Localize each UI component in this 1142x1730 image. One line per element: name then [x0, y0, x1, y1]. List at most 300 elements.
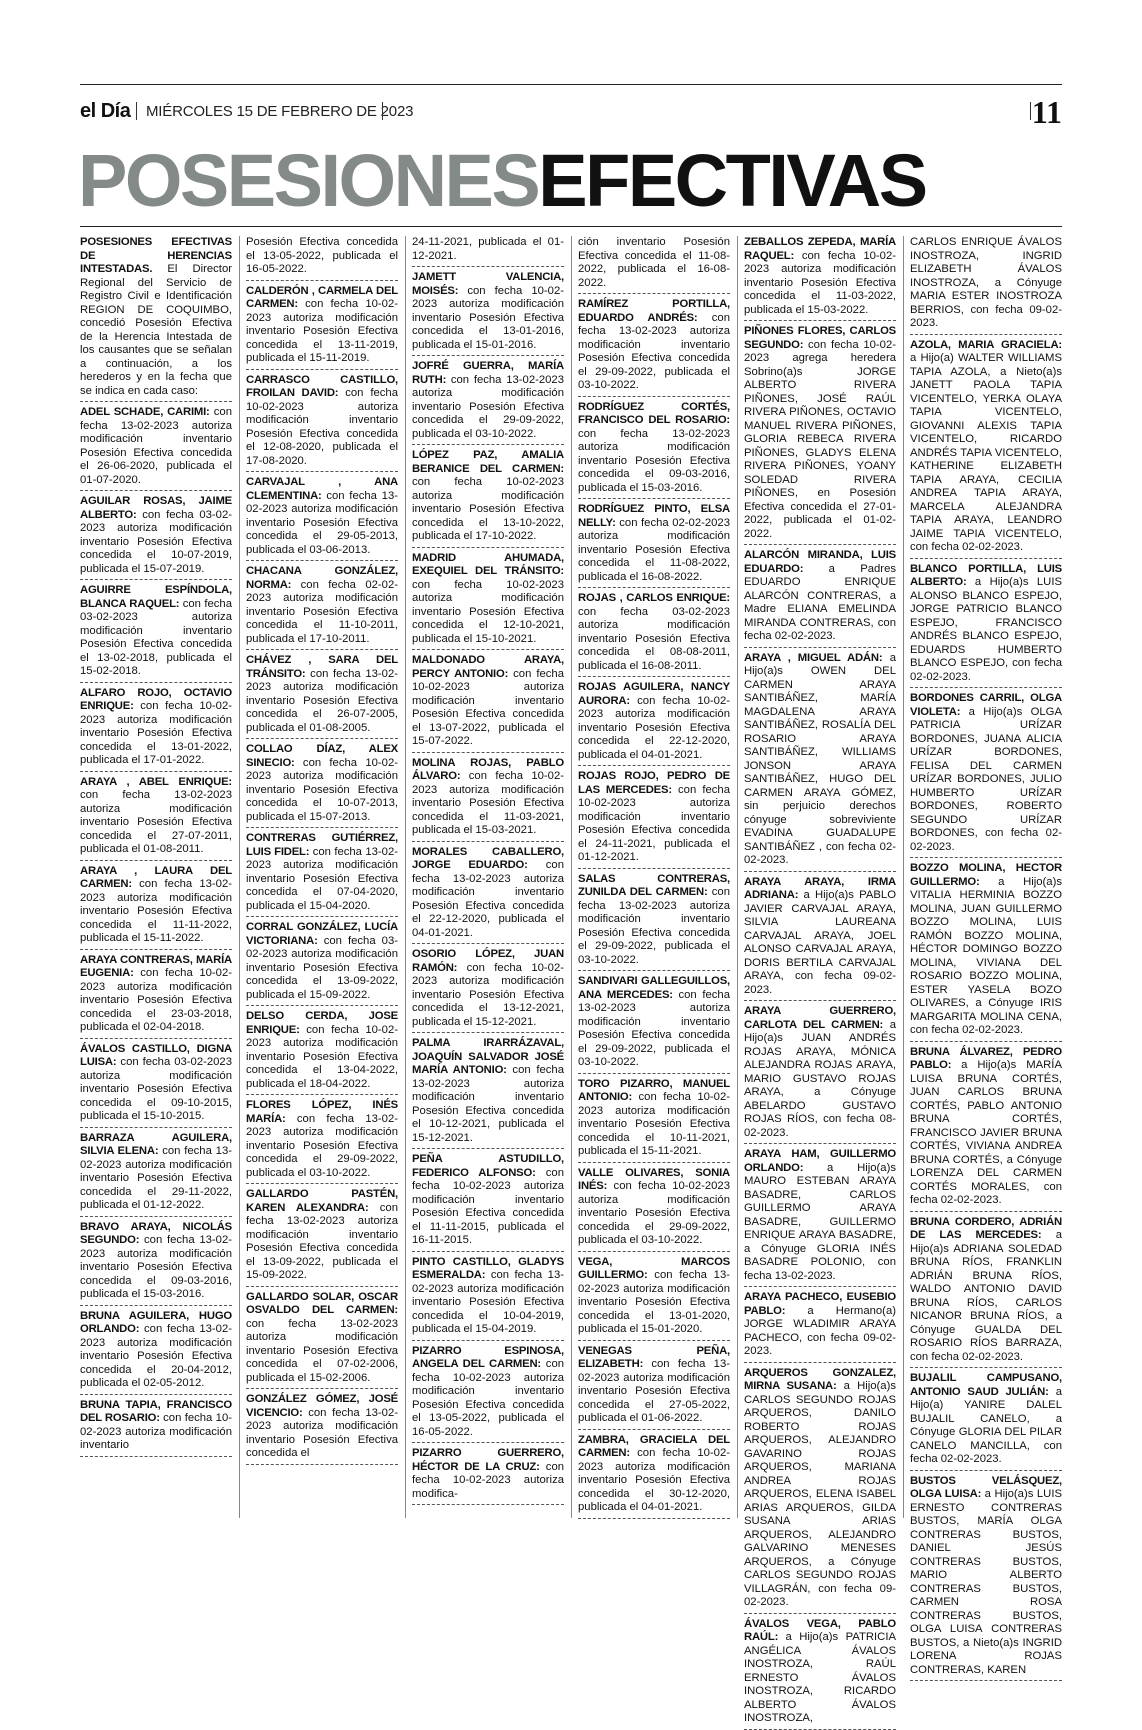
- notice-entry: [910, 1475, 1062, 1678]
- notice-name: BLANCO PORTILLA, LUIS ALBERTO:: [910, 562, 1062, 588]
- notice-text: con fecha 10-02-2023 autoriza modificación inventario Posesión Efectiva concedida el 24-11-2021, publicada el 01-12-2021.: [578, 783, 730, 863]
- header-separator: [382, 102, 383, 120]
- notice-entry: [80, 1132, 232, 1213]
- notice-entry: [80, 584, 232, 679]
- notice-text: con fecha 03-02-2023 autoriza modificación inventario Posesión Efectiva concedida el 08-08-2011, publicada el 16-08-2011.: [578, 605, 730, 672]
- entry-separator: [910, 687, 1062, 688]
- entry-separator: [578, 1073, 730, 1074]
- notice-entry: [246, 236, 398, 277]
- page-header: [80, 94, 1062, 130]
- notice-name: LÓPEZ PAZ, AMALIA BERANICE DEL CARMEN:: [412, 449, 564, 475]
- notice-text: con fecha 03-02-2023 autoriza modificación inventario Posesión Efectiva concedida el 13-02-2018, publicada el 15-02-2018.: [80, 597, 232, 677]
- notice-name: SANDIVARI GALLEGUILLOS, ANA MERCEDES:: [578, 975, 730, 1001]
- notice-entry: [246, 1188, 398, 1283]
- notice-entry: [578, 770, 730, 865]
- notice-text: a Hijo(a)s PABLO JAVIER CARVAJAL ARAYA, SILVIA LAUREANA CARVAJAL ARAYA, JOEL ALONSO CARVAJAL ARAYA, DORIS BERTILA CARVAJAL ARAYA, con fecha 09-02-2023.: [744, 889, 896, 996]
- column-2: [246, 236, 398, 1518]
- notice-name: OSORIO LÓPEZ, JUAN RAMÓN:: [412, 948, 564, 974]
- notice-entry: [910, 236, 1062, 331]
- entry-separator: [246, 1094, 398, 1095]
- notice-text: a Hijo(a) WALTER WILLIAMS TAPIA AZOLA, a Nieto(a)s JANETT PAOLA TAPIA VICENTELO, YERKA OLAYA TAPIA VICENTELO, GIOVANNI ALEXIS TAPIA VICENTELO, RICARDO ANDRÉS TAPIA VICENTELO, KATHERINE ELIZABETH TAPIA ARAYA, CECILIA ANDREA TAPIA ARAYA, MARCELA ALEJANDRA TAPIA ARAYA, LEANDRO JAIME TAPIA VICENTELO, con fecha 02-02-2023.: [910, 352, 1062, 553]
- notice-entry: [744, 1367, 896, 1610]
- notice-name: FLORES LÓPEZ, INÉS MARÍA:: [246, 1099, 398, 1125]
- page-number: 11: [1031, 94, 1062, 130]
- notice-text: con fecha 10-02-2023 autoriza modificación inventario Posesión Efectiva concedida el 12-08-2020, publicada el 17-08-2020.: [246, 387, 398, 467]
- notice-text: a Hermano(a) JORGE WLADIMIR ARAYA PACHECO, con fecha 09-02-2023.: [744, 1304, 896, 1357]
- entry-separator: [80, 771, 232, 772]
- notice-entry: [744, 1148, 896, 1283]
- entry-separator: [246, 280, 398, 281]
- notice-text: con fecha 13-02-2023 autoriza modificación inventario Posesión Efectiva concedida el 10-12-2021, publicada el 15-12-2021.: [412, 1064, 564, 1144]
- notice-entry: [412, 1256, 564, 1337]
- notice-text: 24-11-2021, publicada el 01-12-2021.: [412, 236, 564, 262]
- notice-text: con fecha 10-02-2023 autoriza modificación inventario Posesión Efectiva concedida el 29-09-2022, publicada el 03-10-2022.: [578, 1180, 730, 1246]
- notice-name: BARRAZA AGUILERA, SILVIA ELENA:: [80, 1131, 232, 1157]
- notice-entry: [744, 236, 896, 317]
- notice-entry: [412, 757, 564, 838]
- notice-name: ROJAS AGUILERA, NANCY AURORA:: [578, 681, 730, 707]
- notice-entry: [910, 862, 1062, 1038]
- entry-separator: [80, 1456, 232, 1457]
- notice-entry: [412, 1447, 564, 1501]
- notice-text: con fecha 10-02-2023 autoriza modificación inventario Posesión Efectiva concedida el 22-12-2020, publicada el 04-01-2021.: [578, 694, 730, 761]
- notice-entry: [80, 1310, 232, 1391]
- entry-separator: [578, 1429, 730, 1430]
- notice-text: con fecha 13-02-2023 autoriza modificación inventario Posesión Efectiva concedida el 09-03-2016, publicada el 15-03-2016.: [578, 427, 730, 494]
- notice-entry: [246, 1010, 398, 1091]
- entry-separator: [246, 560, 398, 561]
- entry-separator: [910, 857, 1062, 858]
- notice-text: con fecha 10-02-2023 autoriza modifica-: [412, 1460, 565, 1500]
- entry-separator: [744, 1286, 896, 1287]
- entry-separator: [80, 1305, 232, 1306]
- notice-entry: [246, 832, 398, 913]
- notice-text: con fecha 13-02-2023 autoriza modificación inventario Posesión Efectiva concedida el 13-01-2020, publicada el 15-01-2020.: [578, 1269, 730, 1335]
- notice-text: con fecha 13-02-2023 autoriza modificación inventario Posesión Efectiva concedida el 29-11-2022, publicada el 01-12-2022.: [80, 1145, 232, 1211]
- notice-text: con fecha 10-02-2023 autoriza modificación inventario Posesión Efectiva concedida el 11-03-2021, publicada el 15-03-2021.: [412, 770, 564, 836]
- notice-name: CONTRERAS GUTIÉRREZ, LUIS FIDEL:: [246, 832, 398, 858]
- notice-entry: [744, 549, 896, 644]
- entry-separator: [412, 1032, 564, 1033]
- entry-separator: [412, 266, 564, 267]
- entry-separator: [910, 1211, 1062, 1212]
- notice-entry: [80, 687, 232, 768]
- entry-separator: [744, 1143, 896, 1144]
- entry-separator: [246, 1005, 398, 1006]
- notice-entry: [412, 948, 564, 1029]
- notice-text: con fecha 13-02-2023 autoriza modificación inventario Posesión Efectiva concedida el 09-03-2016, publicada el 15-03-2016.: [80, 1234, 232, 1300]
- notice-text: con fecha 10-02-2023 autoriza modificación inventario Posesión Efectiva concedida el 13-01-2022, publicada el 17-01-2022.: [80, 700, 232, 766]
- notice-name: PIZARRO ESPINOSA, ANGELA DEL CARMEN:: [412, 1344, 564, 1370]
- notice-name: BRUNA TAPIA, FRANCISCO DEL ROSARIO:: [80, 1398, 232, 1424]
- notice-text: con fecha 13-02-2023 autoriza modificación inventario Posesión Efectiva concedida el 29-09-2022, publicada el 03-10-2022.: [578, 311, 730, 391]
- notice-text: con fecha 13-02-2023 autoriza modificación inventario Posesión Efectiva concedida el 29-09-2022, publicada el 03-10-2022.: [578, 988, 730, 1068]
- entry-separator: [80, 490, 232, 491]
- notice-text: con fecha 10-02-2023 autoriza modificación inventario Posesión Efectiva concedida el 13-12-2021, publicada el 15-12-2021.: [412, 961, 564, 1028]
- notice-name: ROJAS , CARLOS ENRIQUE:: [578, 592, 730, 604]
- notice-entry: [412, 1153, 564, 1248]
- notice-entry: [80, 236, 232, 398]
- notice-entry: [744, 652, 896, 868]
- entry-separator: [910, 1680, 1062, 1681]
- notice-entry: [744, 1618, 896, 1726]
- notice-text: CARLOS ENRIQUE ÁVALOS INOSTROZA, INGRID ELIZABETH ÁVALOS INOSTROZA, a Cónyuge MARIA ESTER INOSTROZA BERRIOS, con fecha 09-02-2023.: [910, 236, 1062, 329]
- notice-entry: [80, 954, 232, 1035]
- notice-name: PINTO CASTILLO, GLADYS ESMERALDA:: [412, 1255, 564, 1281]
- entry-separator: [80, 1394, 232, 1395]
- section-title: [78, 136, 1068, 226]
- notice-name: PEÑA ASTUDILLO, FEDERICO ALFONSO:: [412, 1153, 564, 1179]
- notice-name: MORALES CABALLERO, JORGE EDUARDO:: [412, 845, 564, 871]
- entry-separator: [246, 1183, 398, 1184]
- title-rule: [80, 226, 1062, 227]
- notice-entry: [744, 1005, 896, 1140]
- notice-entry: [412, 846, 564, 941]
- notice-text: con fecha 13-02-2023 autoriza modificación inventario Posesión Efectiva concedida el 07-02-2006, publicada el 15-02-2006.: [246, 1317, 398, 1384]
- notice-name: JAMETT VALENCIA, MOISÉS:: [412, 271, 564, 297]
- entry-separator: [246, 1286, 398, 1287]
- entry-separator: [412, 1251, 564, 1252]
- notice-text: a Hijo(a)s VITALIA HERMINIA BOZZO MOLINA, JUAN GUILLERMO BOZZO MOLINA, LUIS RAMÓN BOZZO MOLINA, HÉCTOR DOMINGO BOZZO MOLINA, VIVIANA DEL ROSARIO BOZZO MOLINA, ESTER YASELA BOZO OLIVARES, a Cónyuge IRIS MARGARITA MOLINA CENA, con fecha 02-02-2023.: [910, 875, 1062, 1036]
- notice-entry: [246, 476, 398, 557]
- newspaper-logo: el Día: [80, 100, 131, 122]
- notice-name: CORRAL GONZÁLEZ, LUCÍA VICTORIANA:: [246, 921, 398, 947]
- notice-name: GALLARDO SOLAR, OSCAR OSVALDO DEL CARMEN:: [246, 1290, 398, 1316]
- notice-name: BUJALIL CAMPUSANO, ANTONIO SAUD JULIÁN:: [910, 1372, 1062, 1398]
- notice-text: con fecha 13-02-2023 autoriza modificación inventario Posesión Efectiva concedida el 29-09-2022, publicada el 03-10-2022.: [246, 1112, 398, 1179]
- notice-text: con fecha 13-02-2023 autoriza modificación inventario Posesión Efectiva concedida el 26-07-2005, publicada el 01-08-2005.: [246, 667, 398, 734]
- notice-name: ALFARO ROJO, OCTAVIO ENRIQUE:: [80, 686, 232, 712]
- notice-name: BRUNA ÁLVAREZ, PEDRO PABLO:: [910, 1045, 1062, 1071]
- notice-entry: [910, 339, 1062, 555]
- notice-name: ROJAS ROJO, PEDRO DE LAS MERCEDES:: [578, 770, 730, 796]
- notice-entry: [246, 654, 398, 735]
- notice-entry: [246, 743, 398, 824]
- entry-separator: [744, 1613, 896, 1614]
- notice-text: con fecha 10-02-2023 autoriza modificación inventario Posesión Efectiva concedida el 11-03-2022, publicada el 15-03-2022.: [744, 249, 896, 316]
- entry-separator: [578, 1162, 730, 1163]
- notice-name: ZEBALLOS ZEPEDA, MARÍA RAQUEL:: [744, 236, 896, 262]
- notice-columns: [80, 236, 1063, 1724]
- notice-text: a Padres EDUARDO ENRIQUE ALARCÓN CONTRERAS, a Madre ELIANA EMELINDA MIRANDA CONTRERAS, con fecha 02-02-2023.: [744, 562, 896, 642]
- notice-name: BRUNA AGUILERA, HUGO ORLANDO:: [80, 1309, 232, 1335]
- notice-text: a Hijo(a)s LUIS ALONSO BLANCO ESPEJO, JORGE PATRICIO BLANCO ESPEJO, FRANCISCO ANDRÉS BLANCO ESPEJO, EDUARDS HUMBERTO BLANCO ESPEJO, con fecha 02-02-2023.: [910, 576, 1062, 683]
- entry-separator: [412, 355, 564, 356]
- notice-text: con fecha 13-02-2023 autoriza modificación inventario Posesión Efectiva concedida el 29-09-2022, publicada el 03-10-2022.: [412, 373, 564, 440]
- entry-separator: [80, 949, 232, 950]
- notice-text: con fecha 13-02-2023 autoriza modificación inventario Posesión Efectiva concedida el 22-12-2020, publicada el 04-01-2021.: [412, 859, 564, 939]
- notice-name: BRAVO ARAYA, NICOLÁS SEGUNDO:: [80, 1220, 232, 1246]
- notice-entry: [578, 1078, 730, 1159]
- notice-text: con fecha 10-02-2023 autoriza modificación inventario Posesión Efectiva concedida el 13-07-2022, publicada el 15-07-2022.: [412, 667, 564, 747]
- notice-text: con fecha 10-02-2023 autoriza modificación inventario Posesión Efectiva concedida el 30-12-2020, publicada el 04-01-2021.: [578, 1447, 730, 1513]
- entry-separator: [578, 676, 730, 677]
- notice-name: ARQUEROS GONZALEZ, MIRNA SUSANA:: [744, 1366, 896, 1392]
- entry-separator: [578, 1518, 730, 1519]
- notice-entry: [80, 1043, 232, 1124]
- notice-name: TORO PIZARRO, MANUEL ANTONIO:: [578, 1077, 730, 1103]
- entry-separator: [578, 765, 730, 766]
- notice-name: CHÁVEZ , SARA DEL TRÁNSITO:: [246, 654, 398, 680]
- notice-name: BORDONES CARRIL, OLGA VIOLETA:: [910, 692, 1062, 718]
- notice-name: PIÑONES FLORES, CARLOS SEGUNDO:: [744, 325, 896, 351]
- entry-separator: [578, 498, 730, 499]
- notice-name: ARAYA PACHECO, EUSEBIO PABLO:: [744, 1291, 896, 1317]
- entry-separator: [578, 1340, 730, 1341]
- notice-name: MOLINA ROJAS, PABLO ÁLVARO:: [412, 756, 564, 782]
- notice-text: con fecha 10-02-2023 agrega heredera Sobrino(a)s JORGE ALBERTO RIVERA PIÑONES, JOSÉ RAÚL RIVERA PIÑONES, OCTAVIO MANUEL RIVERA PIÑONES, GLORIA REBECA RIVERA PIÑONES, GLADYS ELENA RIVERA PIÑONES, YOANY SOLEDAD RIVERA PIÑONES, en Posesión Efectiva concedida el 27-01-2022, publicada el 01-02-2022.: [744, 338, 896, 540]
- entry-separator: [246, 471, 398, 472]
- notice-name: DELSO CERDA, JOSE ENRIQUE:: [246, 1010, 398, 1036]
- notice-entry: [246, 1099, 398, 1180]
- notice-text: con fecha 10-02-2023 autoriza modificación inventario Posesión Efectiva concedida el 13-10-2022, publicada el 17-10-2022.: [412, 476, 564, 542]
- entry-separator: [412, 444, 564, 445]
- notice-text: Posesión Efectiva concedida el 13-05-2022, publicada el 16-05-2022.: [246, 236, 398, 275]
- notice-text: con fecha 13-02-2023 autoriza modificación inventario Posesión Efectiva concedida el 27-05-2022, publicada el 01-06-2022.: [578, 1358, 730, 1424]
- notice-text: con fecha 10-02-2023 autoriza modificación inventario Posesión Efectiva concedida el 12-10-2021, publicada el 15-10-2021.: [412, 578, 564, 645]
- notice-name: BUSTOS VELÁSQUEZ, OLGA LUISA:: [910, 1474, 1062, 1500]
- notice-name: SALAS CONTRERAS, ZUNILDA DEL CARMEN:: [578, 872, 730, 898]
- notice-name: BOZZO MOLINA, HECTOR GUILLERMO:: [910, 862, 1062, 888]
- column-divider: [405, 236, 406, 1518]
- notice-text: con fecha 13-02-2023 autoriza modificación inventario Posesión Efectiva concedida el 26-06-2020, publicada el 01-07-2020.: [80, 406, 232, 486]
- entry-separator: [412, 943, 564, 944]
- column-4: [578, 236, 730, 1518]
- notice-text: con fecha 10-02-2023 autoriza modificación inventario Posesión Efectiva concedida el 13-05-2022, publicada el 16-05-2022.: [412, 1358, 565, 1438]
- entry-separator: [80, 1127, 232, 1128]
- entry-separator: [80, 1038, 232, 1039]
- notice-entry: [412, 552, 564, 647]
- entry-separator: [80, 860, 232, 861]
- notice-entry: [80, 776, 232, 857]
- notice-text: con fecha 02-02-2023 autoriza modificación inventario Posesión Efectiva concedida el 11-10-2011, publicada el 17-10-2011.: [246, 578, 398, 645]
- notice-entry: [412, 654, 564, 749]
- entry-separator: [744, 1000, 896, 1001]
- notice-name: ZAMBRA, GRACIELA DEL CARMEN:: [578, 1433, 730, 1459]
- entry-separator: [412, 1442, 564, 1443]
- notice-entry: [578, 1434, 730, 1515]
- notice-entry: [412, 1037, 564, 1145]
- entry-separator: [910, 1470, 1062, 1471]
- notice-entry: [744, 876, 896, 998]
- entry-separator: [246, 738, 398, 739]
- notice-name: JOFRÉ GUERRA, MARÍA RUTH:: [412, 360, 564, 386]
- entry-separator: [80, 579, 232, 580]
- notice-entry: [578, 401, 730, 496]
- notice-entry: [412, 449, 564, 544]
- notice-entry: [578, 1345, 730, 1426]
- notice-entry: [412, 271, 564, 352]
- notice-text: con fecha 13-02-2023 autoriza modificación inventario Posesión Efectiva concedida el 29-09-2022, publicada el 03-10-2022.: [578, 886, 730, 966]
- top-rule: [80, 84, 1062, 85]
- notice-name: ARAYA HAM, GUILLERMO ORLANDO:: [744, 1148, 896, 1174]
- notice-text: con fecha 13-02-2023 autoriza modificación inventario Posesión Efectiva concedida el 20-04-2012, publicada el 02-05-2012.: [80, 1323, 232, 1389]
- entry-separator: [744, 647, 896, 648]
- notice-text: a Hijo(a)s CARLOS SEGUNDO ROJAS ARQUEROS, DANILO ROBERTO ROJAS ARQUEROS, ALEJANDRO GAVARINO ROJAS ARQUEROS, MARIANA ANDREA ROJAS ARQUEROS, ELENA ISABEL ARIAS ARQUEROS, GILDA SUSANA ARIAS ARQUEROS, ALEJANDRO GALVARINO MENESES ARQUEROS, a Cónyuge CARLOS SEGUNDO ROJAS VILLAGRÁN, con fecha 09-02-2023.: [744, 1380, 896, 1608]
- entry-separator: [744, 544, 896, 545]
- notice-entry: [910, 1372, 1062, 1467]
- notice-text: con fecha 13-02-2023 autoriza modificación inventario Posesión Efectiva concedida el 07-04-2020, publicada el 15-04-2020.: [246, 845, 398, 912]
- notice-entry: [412, 1345, 564, 1440]
- notice-entry: [744, 1291, 896, 1359]
- entry-separator: [412, 1340, 564, 1341]
- notice-entry: [80, 1221, 232, 1302]
- notice-text: a Hijo(a)s MARÍA LUISA BRUNA CORTÉS, JUAN CARLOS BRUNA CORTÉS, PABLO ANTONIO BRUNA CORTÉS, FRANCISCO JAVIER BRUNA CORTÉS, VIVIANA ANDREA BRUNA CORTÉS, a Cónyuge LORENZA DEL CARMEN CORTÉS MORALES, con fecha 02-02-2023.: [910, 1059, 1062, 1206]
- notice-entry: [578, 873, 730, 968]
- notice-text: con fecha 13-02-2023 autoriza modificación inventario Posesión Efectiva concedida el 27-07-2011, publicada el 01-08-2011.: [80, 789, 232, 855]
- section-title-part1: POSESIONES: [78, 139, 539, 222]
- notice-entry: [246, 374, 398, 469]
- column-3: [412, 236, 564, 1518]
- issue-date: MIÉRCOLES 15 DE FEBRERO DE 2023: [146, 103, 414, 120]
- notice-entry: [80, 865, 232, 946]
- notice-entry: [578, 1167, 730, 1248]
- notice-entry: [744, 325, 896, 541]
- notice-name: POSESIONES EFECTIVAS DE HERENCIAS INTESTADAS.: [80, 236, 232, 275]
- entry-separator: [578, 587, 730, 588]
- notice-text: con fecha 13-02-2023 autoriza modificación inventario Posesión Efectiva concedida el 10-04-2019, publicada el 15-04-2019.: [412, 1269, 564, 1335]
- notice-name: ADEL SCHADE, CARIMI:: [80, 406, 210, 418]
- notice-name: CALDERÓN , CARMELA DEL CARMEN:: [246, 284, 398, 310]
- entry-separator: [246, 827, 398, 828]
- entry-separator: [412, 649, 564, 650]
- notice-name: BRUNA CORDERO, ADRIÁN DE LAS MERCEDES:: [910, 1215, 1062, 1241]
- entry-separator: [80, 401, 232, 402]
- entry-separator: [578, 396, 730, 397]
- notice-entry: [246, 921, 398, 1002]
- entry-separator: [578, 868, 730, 869]
- column-1: [80, 236, 232, 1518]
- column-divider: [903, 236, 904, 1518]
- notice-text: a Hijo(a)s JUAN ANDRÉS ROJAS ARAYA, MÓNICA ALEJANDRA ROJAS ARAYA, MARIO GUSTAVO ROJAS ARAYA, a Cónyuge ABELARDO GUSTAVO ROJAS RÍOS, con fecha 08-02-2023.: [744, 1018, 896, 1139]
- notice-entry: [578, 975, 730, 1070]
- section-title-part2: EFECTIVAS: [538, 139, 926, 222]
- entry-separator: [246, 1464, 398, 1465]
- column-5: [744, 236, 897, 1724]
- notice-name: MADRID AHUMADA, EXEQUIEL DEL TRÁNSITO:: [412, 551, 564, 577]
- entry-separator: [246, 649, 398, 650]
- entry-separator: [910, 1041, 1062, 1042]
- entry-separator: [246, 916, 398, 917]
- notice-entry: [246, 565, 398, 646]
- entry-separator: [246, 1388, 398, 1389]
- entry-separator: [412, 547, 564, 548]
- notice-text: a Hijo(a) YANIRE DALEL BUJALIL CANELO, a Cónyuge GLORIA DEL PILAR CANELO MANCILLA, con fecha 02-02-2023.: [910, 1385, 1063, 1465]
- notice-name: CARVAJAL , ANA CLEMENTINA:: [246, 476, 398, 502]
- entry-separator: [412, 841, 564, 842]
- notice-text: con fecha 10-02-2023 autoriza modificación inventario Posesión Efectiva concedida el 13-04-2022, publicada el 18-04-2022.: [246, 1023, 398, 1090]
- notice-entry: [578, 298, 730, 393]
- entry-separator: [412, 1504, 564, 1505]
- notice-text: a Hijo(a)s LUIS ERNESTO CONTRERAS BUSTOS, MARÍA OLGA CONTRERAS BUSTOS, DANIEL JESÚS CONTRERAS BUSTOS, MARIO ALBERTO CONTRERAS BUSTOS, CARMEN ROSA CONTRERAS BUSTOS, OLGA LUISA CONTRERAS BUSTOS, a Nieto(a)s INGRID LORENA ROJAS CONTRERAS, KAREN: [910, 1488, 1062, 1676]
- notice-entry: [412, 236, 564, 263]
- column-6: [910, 236, 1063, 1676]
- notice-text: con fecha 10-02-2023 autoriza modificación inventario: [80, 1412, 232, 1451]
- notice-entry: [80, 406, 232, 487]
- notice-name: ARAYA GUERRERO, CARLOTA DEL CARMEN:: [744, 1005, 896, 1031]
- entry-separator: [80, 682, 232, 683]
- notice-name: PALMA IRARRÁZAVAL, JOAQUÍN SALVADOR JOSÉ MARÍA ANTONIO:: [412, 1037, 564, 1076]
- notice-entry: [910, 1046, 1062, 1208]
- notice-name: AGUILAR ROSAS, JAIME ALBERTO:: [80, 495, 232, 521]
- notice-name: GALLARDO PASTÉN, KAREN ALEXANDRA:: [246, 1188, 398, 1214]
- notice-text: con fecha 02-02-2023 autoriza modificación inventario Posesión Efectiva concedida el 11-08-2022, publicada el 16-08-2022.: [578, 516, 730, 583]
- header-separator: [136, 102, 137, 120]
- notice-name: CHACANA GONZÁLEZ, NORMA:: [246, 565, 398, 591]
- entry-separator: [246, 369, 398, 370]
- notice-entry: [910, 1216, 1062, 1365]
- notice-name: PIZARRO GUERRERO, HÉCTOR DE LA CRUZ:: [412, 1447, 564, 1473]
- entry-separator: [744, 871, 896, 872]
- column-divider: [239, 236, 240, 1518]
- entry-separator: [910, 1367, 1062, 1368]
- notice-entry: [578, 236, 730, 290]
- entry-separator: [744, 1729, 896, 1730]
- notice-text: con fecha 13-02-2023 autoriza modificación inventario Posesión Efectiva concedida el: [246, 1406, 398, 1459]
- entry-separator: [744, 1362, 896, 1363]
- notice-entry: [80, 1399, 232, 1453]
- notice-text: a Hijo(a)s ADRIANA SOLEDAD BRUNA RÍOS, FRANKLIN ADRIÁN BRUNA RÍOS, WALDO ANTONIO DAVID BRUNA RÍOS, CARLOS NICANOR BRUNA RÍOS, a Cónyuge GUALDA DEL ROSARIO RÍOS BARRAZA, con fecha 02-02-2023.: [910, 1229, 1062, 1363]
- entry-separator: [744, 320, 896, 321]
- notice-name: ARAYA , LAURA DEL CARMEN:: [80, 864, 232, 890]
- notice-name: AGUIRRE ESPÍNDOLA, BLANCA RAQUEL:: [80, 584, 232, 610]
- notice-entry: [412, 360, 564, 441]
- notice-text: a Hijo(a)s PATRICIA ANGÉLICA ÁVALOS INOSTROZA, RAÚL ERNESTO ÁVALOS INOSTROZA, RICARDO ALBERTO ÁVALOS INOSTROZA,: [744, 1631, 896, 1724]
- entry-separator: [910, 558, 1062, 559]
- notice-name: RAMÍREZ PORTILLA, EDUARDO ANDRÉS:: [578, 298, 730, 324]
- notice-text: con fecha 03-02-2023 autoriza modificación inventario Posesión Efectiva concedida el 13-09-2022, publicada el 15-09-2022.: [246, 934, 398, 1001]
- notice-name: ALARCÓN MIRANDA, LUIS EDUARDO:: [744, 549, 896, 575]
- notice-name: RODRÍGUEZ PINTO, ELSA NELLY:: [578, 503, 730, 529]
- notice-text: con fecha 10-02-2023 autoriza modificación inventario Posesión Efectiva concedida el 13-01-2016, publicada el 15-01-2016.: [412, 284, 564, 351]
- notice-name: COLLAO DÍAZ, ALEX SINECIO:: [246, 743, 398, 769]
- entry-separator: [910, 334, 1062, 335]
- notice-entry: [578, 681, 730, 762]
- notice-text: a Hijo(a)s MAURO ESTEBAN ARAYA BASADRE, CARLOS GUILLERMO ARAYA BASADRE, GUILLERMO ENRIQUE ARAYA BASADRE, a Cónyuge GLORIA INÉS BASADRE POLONIO, con fecha 13-02-2023.: [744, 1161, 896, 1282]
- notice-entry: [246, 1393, 398, 1461]
- notice-text: a Hijo(a)s OWEN DEL CARMEN ARAYA SANTIBÁÑEZ, MARÍA MAGDALENA ARAYA SANTIBÁÑEZ, ROSALÍA DEL ROSARIO ARAYA SANTIBÁÑEZ, WILLIAMS JONSON ARAYA SANTIBÁÑEZ, HUGO DEL CARMEN ARAYA GÓMEZ, sin perjuicio derechos cónyuge sobreviviente EVADINA GUADALUPE SANTIBÁÑEZ , con fecha 02-02-2023.: [744, 651, 897, 866]
- notice-entry: [578, 592, 730, 673]
- notice-text: con fecha 13-02-2023 autoriza modificación inventario Posesión Efectiva concedida el 29-05-2013, publicada el 03-06-2013.: [246, 489, 398, 556]
- entry-separator: [578, 1251, 730, 1252]
- notice-entry: [578, 503, 730, 584]
- notice-entry: [246, 1291, 398, 1386]
- notice-text: a Hijo(a)s OLGA PATRICIA URÍZAR BORDONES, JUANA ALICIA URÍZAR BORDONES, FELISA DEL CARMEN URÍZAR BORDONES, JULIO HUMBERTO URÍZAR BORDONES, ROBERTO SEGUNDO URÍZAR BORDONES, con fecha 02-02-2023.: [910, 705, 1062, 853]
- notice-name: RODRÍGUEZ CORTÉS, FRANCISCO DEL ROSARIO:: [578, 400, 730, 426]
- notice-entry: [910, 692, 1062, 854]
- notice-name: GONZÁLEZ GÓMEZ, JOSÉ VICENCIO:: [246, 1393, 398, 1419]
- notice-name: VEGA, MARCOS GUILLERMO:: [578, 1255, 730, 1281]
- notice-text: con fecha 10-02-2023 autoriza modificación inventario Posesión Efectiva concedida el 10-07-2013, publicada el 15-07-2013.: [246, 756, 398, 823]
- column-divider: [737, 236, 738, 1518]
- notice-text: con fecha 03-02-2023 autoriza modificación inventario Posesión Efectiva concedida el 10-07-2019, publicada el 15-07-2019.: [80, 508, 232, 575]
- notice-name: ÁVALOS VEGA, PABLO RAÚL:: [744, 1617, 896, 1643]
- notice-text: con fecha 10-02-2023 autoriza modificación inventario Posesión Efectiva concedida el 10-11-2021, publicada el 15-11-2021.: [578, 1091, 730, 1157]
- notice-text: con fecha 13-02-2023 autoriza modificación inventario Posesión Efectiva concedida el 11-11-2022, publicada el 15-11-2022.: [80, 878, 232, 944]
- notice-text: con fecha 10-02-2023 autoriza modificación inventario Posesión Efectiva concedida el 13-11-2019, publicada el 15-11-2019.: [246, 298, 398, 364]
- notice-text: con fecha 10-02-2023 autoriza modificación inventario Posesión Efectiva concedida el 11-11-2015, publicada el 16-11-2015.: [412, 1166, 564, 1246]
- notice-name: VALLE OLIVARES, SONIA INÉS:: [578, 1166, 730, 1192]
- notice-name: ARAYA , MIGUEL ADÁN:: [744, 651, 883, 664]
- notice-name: ARAYA ARAYA, IRMA ADRIANA:: [744, 875, 896, 901]
- notice-name: ÁVALOS CASTILLO, DIGNA LUISA:: [80, 1042, 232, 1068]
- notice-text: con fecha 03-02-2023 autoriza modificación inventario Posesión Efectiva concedida el 09-10-2015, publicada el 15-10-2015.: [80, 1056, 232, 1122]
- notice-name: ARAYA CONTRERAS, MARÍA EUGENIA:: [80, 953, 232, 979]
- notice-entry: [246, 285, 398, 366]
- notice-entry: [80, 495, 232, 576]
- notice-entry: [910, 563, 1062, 685]
- entry-separator: [412, 1148, 564, 1149]
